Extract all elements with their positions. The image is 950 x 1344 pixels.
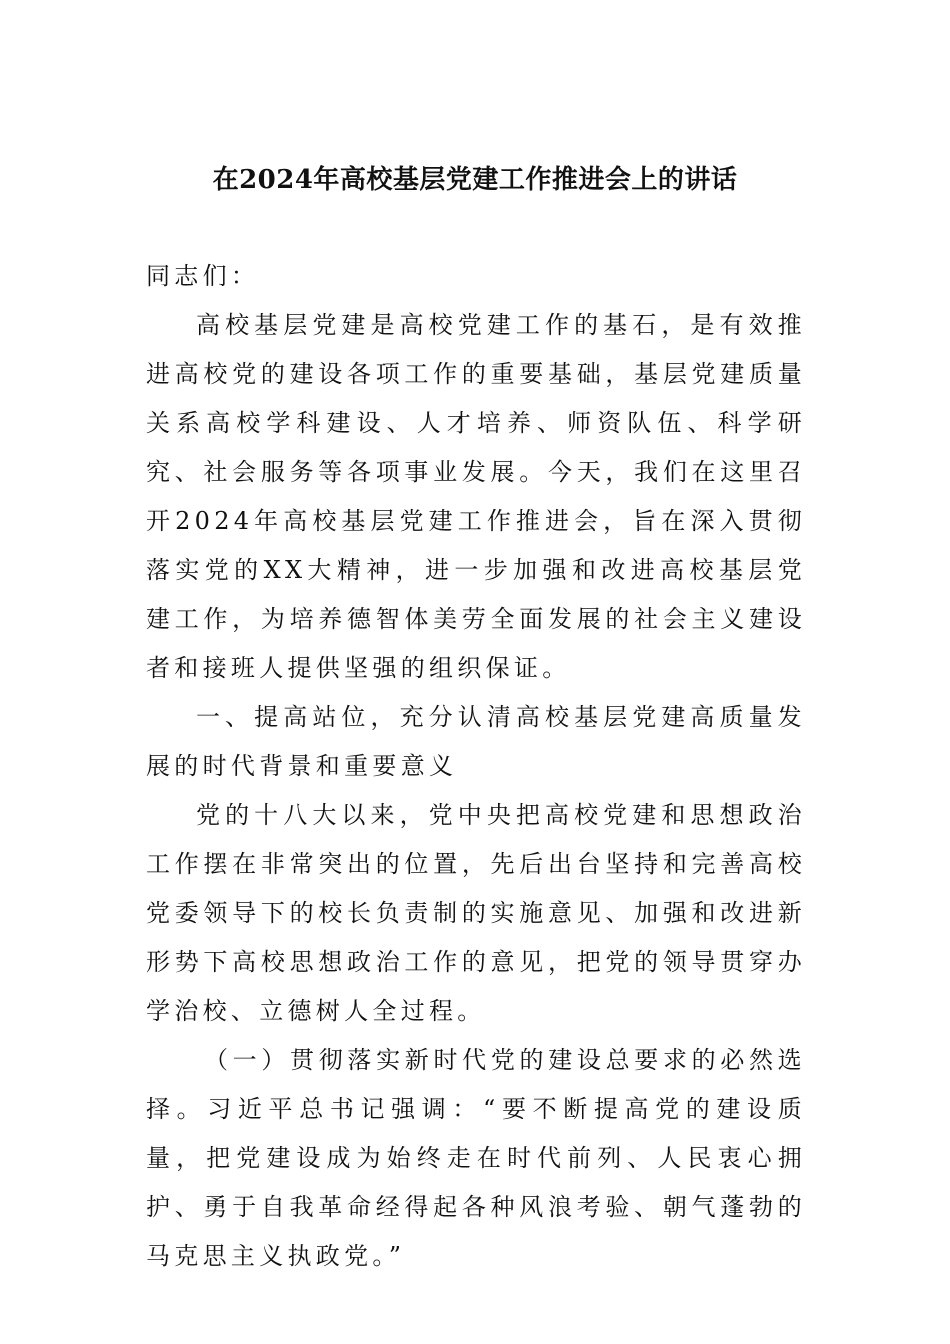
paragraph-background: 党的十八大以来，党中央把高校党建和思想政治工作摆在非常突出的位置，先后出台坚持和完善高校党委领导下的校长负责制的实施意见、加强和改进新形势下高校思想政治工作的意见，把党的领导贯穿办学治校、立德树人全过程。 xyxy=(146,801,806,1025)
document-body xyxy=(146,252,806,1281)
document-title: 在2024年高校基层党建工作推进会上的讲话 xyxy=(212,165,738,195)
salutation: 同志们： xyxy=(146,262,260,290)
paragraph-intro: 高校基层党建是高校党建工作的基石，是有效推进高校党的建设各项工作的重要基础，基层党建质量关系高校学科建设、人才培养、师资队伍、科学研究、社会服务等各项事业发展。今天，我们在这里召开2024年高校基层党建工作推进会，旨在深入贯彻落实党的XX大精神，进一步加强和改进高校基层党建工作，为培养德智体美劳全面发展的社会主义建设者和接班人提供坚强的组织保证。 xyxy=(146,311,806,682)
section-heading-1: 一、提高站位，充分认清高校基层党建高质量发展的时代背景和重要意义 xyxy=(146,703,806,780)
subsection-paragraph-1: （一）贯彻落实新时代党的建设总要求的必然选择。习近平总书记强调：“要不断提高党的建设质量，把党建设成为始终走在时代前列、人民衷心拥护、勇于自我革命经得起各种风浪考验、朝气蓬勃的马克思主义执政党。” xyxy=(146,1046,806,1270)
